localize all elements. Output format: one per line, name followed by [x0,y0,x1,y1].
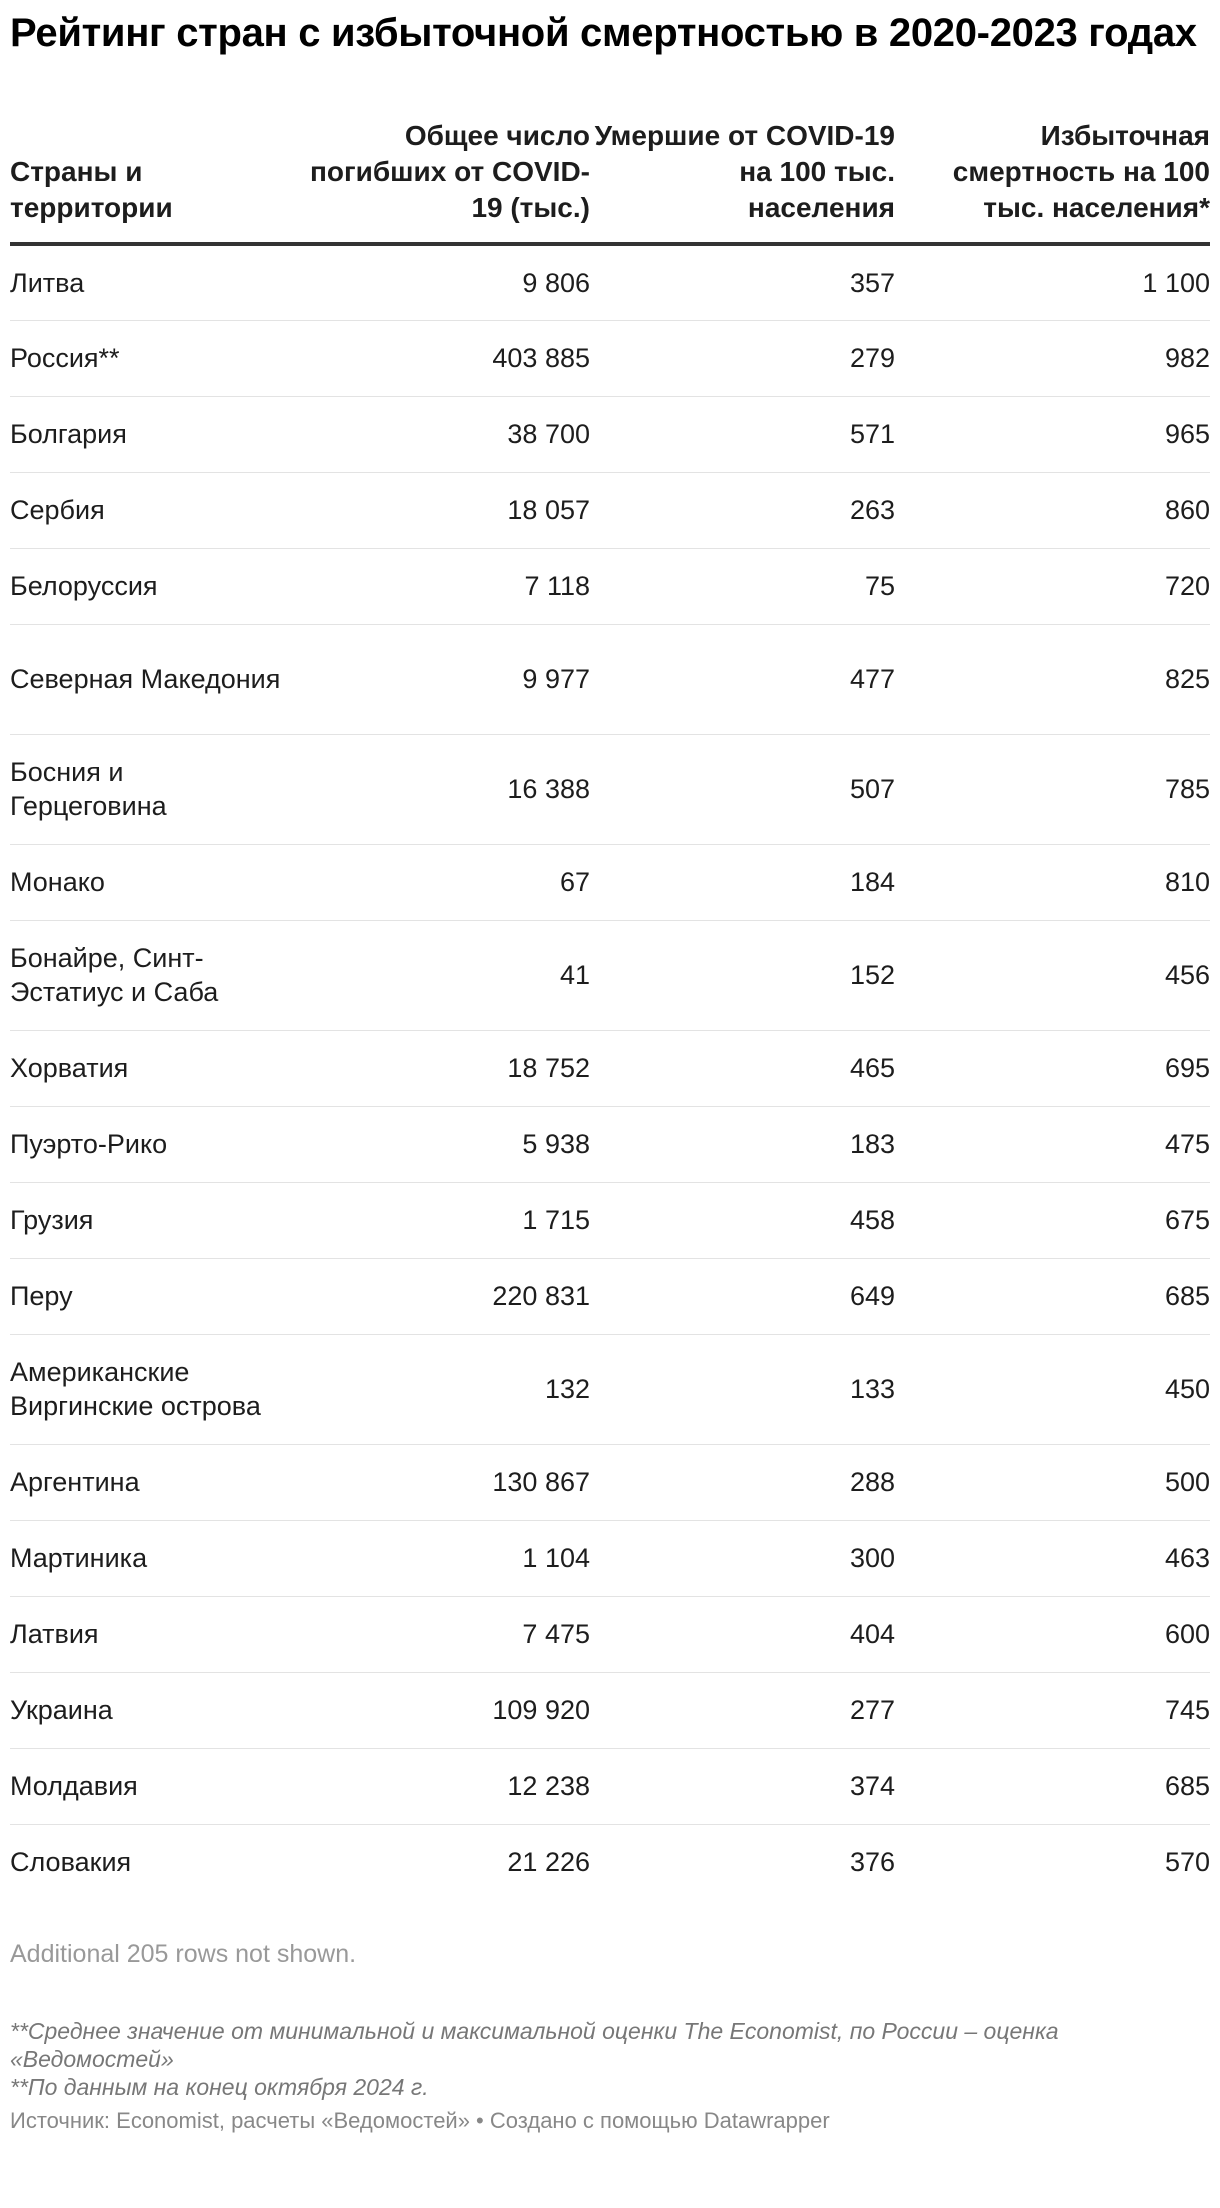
total-deaths-cell: 38 700 [285,396,590,472]
excess-per-100k-cell: 570 [1164,1847,1210,1878]
country-cell: Литва [10,244,285,320]
total-deaths-cell: 41 [285,920,590,1030]
country-cell: Болгария [10,396,285,472]
excess-per-100k-cell: 500 [895,1444,1210,1520]
excess-per-100k-cell: 825 [895,624,1210,734]
table-row [10,1596,1210,1672]
covid-per-100k-cell: 277 [590,1672,895,1748]
covid-per-100k-cell: 376 [849,1847,895,1878]
excess-per-100k-cell: 475 [895,1106,1210,1182]
table-row [10,472,1210,548]
footnote-lines [10,2017,1190,2101]
country-cell: Грузия [10,1182,285,1258]
total-deaths-cell: 109 920 [285,1672,590,1748]
excess-per-100k-cell: 600 [895,1596,1210,1672]
country-cell: Перу [10,1258,285,1334]
covid-per-100k-cell: 374 [590,1748,895,1824]
table-row [10,244,1210,320]
covid-per-100k-cell: 465 [590,1030,895,1106]
covid-per-100k-cell: 571 [590,396,895,472]
covid-per-100k-cell: 288 [590,1444,895,1520]
covid-per-100k-cell: 458 [590,1182,895,1258]
total-deaths-cell: 403 885 [285,320,590,396]
table-row [10,1182,1210,1258]
covid-per-100k-cell: 300 [590,1520,895,1596]
excess-per-100k-cell: 982 [895,320,1210,396]
total-deaths-cell: 1 715 [285,1182,590,1258]
excess-per-100k-cell: 456 [895,920,1210,1030]
excess-per-100k-cell: 785 [895,734,1210,844]
total-deaths-cell: 21 226 [507,1847,590,1878]
country-cell: Пуэрто-Рико [10,1106,285,1182]
footnote-text: **Среднее значение от минимальной и максимальной оценки The Economist, по России – оценка «Ведомостей» **По данным на конец октября 2024 г. [10,2018,1059,2100]
country-cell: Мартиника [10,1520,285,1596]
covid-per-100k-cell: 133 [590,1334,895,1444]
footnotes [10,2017,1190,2101]
covid-per-100k-cell: 507 [590,734,895,844]
country-cell: Россия** [10,320,285,396]
column-header-covid-per-100k[interactable]: Умершие от COVID-19 на 100 тыс. населения [590,118,895,244]
table-row [10,1444,1210,1520]
covid-per-100k-cell: 279 [590,320,895,396]
excess-per-100k-cell: 810 [895,844,1210,920]
table-row [10,1258,1210,1334]
total-deaths-cell: 18 057 [285,472,590,548]
excess-per-100k-cell: 675 [895,1182,1210,1258]
excess-per-100k-cell: 685 [895,1258,1210,1334]
country-cell: Словакия [10,1847,132,1878]
excess-per-100k-cell: 745 [895,1672,1210,1748]
total-deaths-cell: 7 118 [285,548,590,624]
total-deaths-cell: 220 831 [285,1258,590,1334]
covid-per-100k-cell: 263 [590,472,895,548]
covid-per-100k-cell: 649 [590,1258,895,1334]
table-row [10,624,1210,734]
table-row [10,1106,1210,1182]
table-header [10,118,1210,244]
table-row [10,548,1210,624]
covid-per-100k-cell: 477 [590,624,895,734]
total-deaths-cell: 132 [285,1334,590,1444]
excess-per-100k-cell: 720 [895,548,1210,624]
table-body [10,244,1210,1900]
total-deaths-cell: 9 977 [285,624,590,734]
data-table [10,118,1210,1900]
column-header-country[interactable]: Страны и территории [10,118,285,244]
excess-per-100k-cell: 1 100 [895,244,1210,320]
excess-per-100k-cell: 860 [895,472,1210,548]
table-row [10,1520,1210,1596]
excess-per-100k-cell: 450 [895,1334,1210,1444]
country-cell: Бонайре, Синт-Эстатиус и Саба [10,920,285,1030]
covid-per-100k-cell: 404 [590,1596,895,1672]
country-cell: Латвия [10,1596,285,1672]
country-cell: Молдавия [10,1748,285,1824]
covid-per-100k-cell: 184 [590,844,895,920]
excess-per-100k-cell: 463 [895,1520,1210,1596]
total-deaths-cell: 7 475 [285,1596,590,1672]
country-cell: Сербия [10,472,285,548]
table-row [10,920,1210,1030]
column-header-total-deaths[interactable]: Общее число погибших от COVID-19 (тыс.) [285,118,590,244]
total-deaths-cell: 12 238 [285,1748,590,1824]
covid-per-100k-cell: 183 [590,1106,895,1182]
table-row [10,844,1210,920]
country-cell: Американские Виргинские острова [10,1334,285,1444]
total-deaths-cell: 130 867 [285,1444,590,1520]
total-deaths-cell: 67 [285,844,590,920]
table-row [10,734,1210,844]
total-deaths-cell: 1 104 [285,1520,590,1596]
covid-per-100k-cell: 152 [590,920,895,1030]
country-cell: Аргентина [10,1444,285,1520]
excess-per-100k-cell: 965 [895,396,1210,472]
table-row [10,1030,1210,1106]
excess-per-100k-cell: 695 [895,1030,1210,1106]
total-deaths-cell: 16 388 [285,734,590,844]
source-footer: Источник: Economist, расчеты «Ведомостей» • Создано с помощью Datawrapper [10,2108,830,2133]
chart-title: Рейтинг стран с избыточной смертностью в 2020-2023 годах [10,11,1197,55]
table-row [10,1824,1210,1900]
table-row [10,1334,1210,1444]
rows-not-shown-note: Additional 205 rows not shown. [10,1940,357,1968]
country-cell: Белоруссия [10,548,285,624]
country-cell: Босния и Герцеговина [10,734,285,844]
column-header-excess-per-100k[interactable]: Избыточная смертность на 100 тыс. населения* [895,118,1210,244]
total-deaths-cell: 18 752 [285,1030,590,1106]
excess-per-100k-cell: 685 [895,1748,1210,1824]
country-cell: Северная Македония [10,624,285,734]
table-row [10,1748,1210,1824]
covid-per-100k-cell: 357 [590,244,895,320]
covid-per-100k-cell: 75 [590,548,895,624]
country-cell: Украина [10,1672,285,1748]
country-cell: Монако [10,844,285,920]
country-cell: Хорватия [10,1030,285,1106]
total-deaths-cell: 9 806 [285,244,590,320]
table-row [10,320,1210,396]
table-row [10,396,1210,472]
table-row [10,1672,1210,1748]
total-deaths-cell: 5 938 [285,1106,590,1182]
